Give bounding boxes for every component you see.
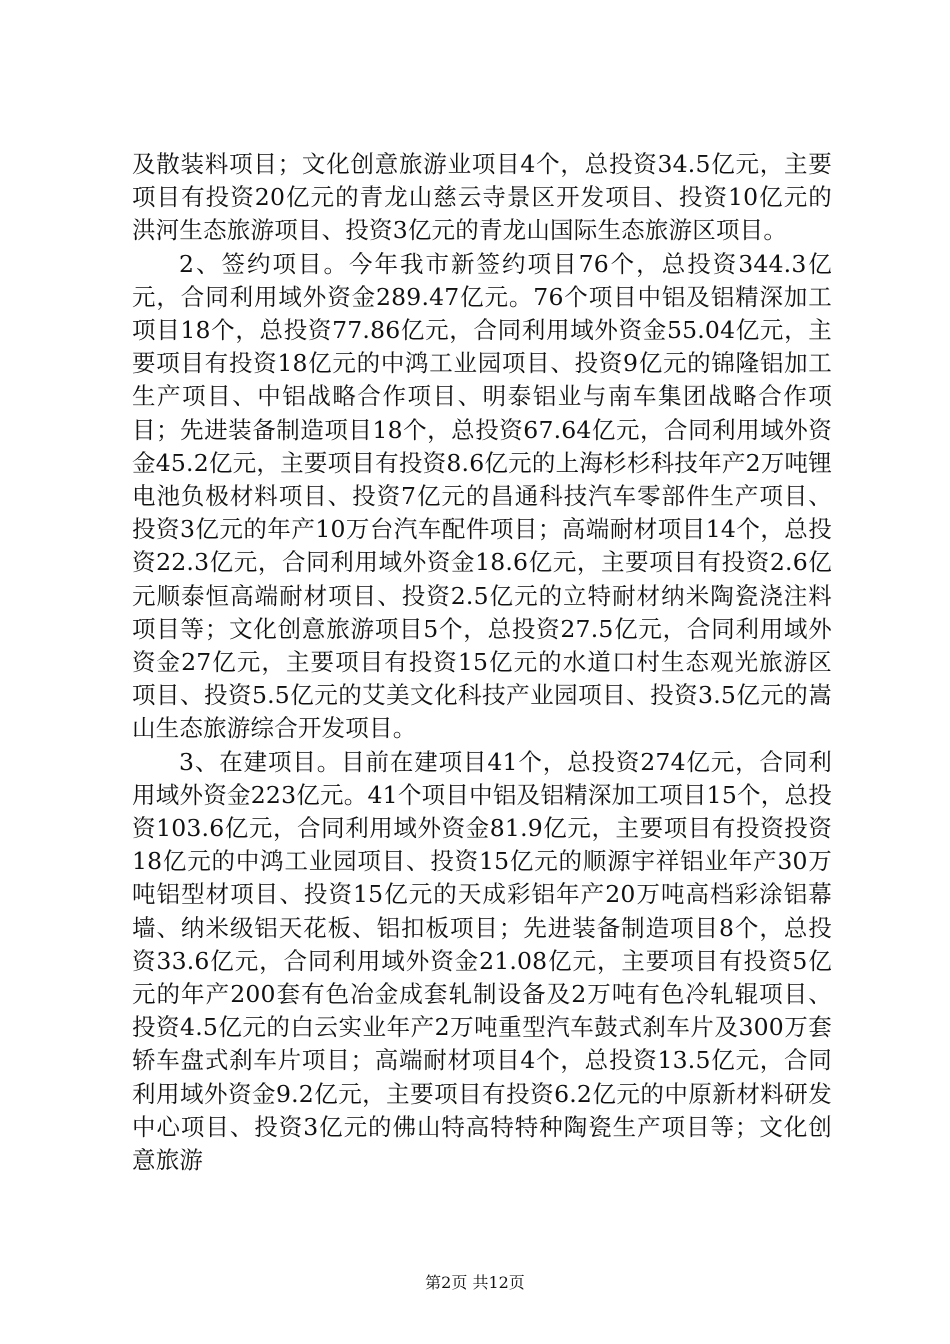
document-body — [132, 148, 832, 1177]
page-number-footer: 第2页 共12页 — [425, 1273, 525, 1292]
paragraph-signed-projects: 2、签约项目。今年我市新签约项目76个，总投资344.3亿元，合同利用域外资金289.47亿元。76个项目中铝及铝精深加工项目18个，总投资77.86亿元，合同利用域外资金55.04亿元，主要项目有投资18亿元的中鸿工业园项目、投资9亿元的锦隆铝加工生产项目、中铝战略合作项目、明泰铝业与南车集团战略合作项目；先进装备制造项目18个，总投资67.64亿元，合同利用域外资金45.2亿元，主要项目有投资8.6亿元的上海杉杉科技年产2万吨锂电池负极材料项目、投资7亿元的昌通科技汽车零部件生产项目、投资3亿元的年产10万台汽车配件项目；高端耐材项目14个，总投资22.3亿元，合同利用域外资金18.6亿元，主要项目有投资2.6亿元顺泰恒高端耐材项目、投资2.5亿元的立特耐材纳米陶瓷浇注料项目等；文化创意旅游项目5个，总投资27.5亿元，合同利用域外资金27亿元，主要项目有投资15亿元的水道口村生态观光旅游区项目、投资5.5亿元的艾美文化科技产业园项目、投资3.5亿元的嵩山生态旅游综合开发项目。 — [132, 249, 832, 743]
paragraph-projects-under-construction: 3、在建项目。目前在建项目41个，总投资274亿元，合同利用域外资金223亿元。41个项目中铝及铝精深加工项目15个，总投资103.6亿元，合同利用域外资金81.9亿元，主要项目有投资投资18亿元的中鸿工业园项目、投资15亿元的顺源宇祥铝业年产30万吨铝型材项目、投资15亿元的天成彩铝年产20万吨高档彩涂铝幕墙、纳米级铝天花板、铝扣板项目；先进装备制造项目8个，总投资33.6亿元，合同利用域外资金21.08亿元，主要项目有投资5亿元的年产200套有色冶金成套轧制设备及2万吨有色冷轧辊项目、投资4.5亿元的白云实业年产2万吨重型汽车鼓式刹车片及300万套轿车盘式刹车片项目；高端耐材项目4个，总投资13.5亿元，合同利用域外资金9.2亿元，主要项目有投资6.2亿元的中原新材料研发中心项目、投资3亿元的佛山特高特特种陶瓷生产项目等；文化创意旅游 — [132, 747, 832, 1175]
paragraph-continuation: 及散装料项目；文化创意旅游业项目4个，总投资34.5亿元，主要项目有投资20亿元的青龙山慈云寺景区开发项目、投资10亿元的洪河生态旅游项目、投资3亿元的青龙山国际生态旅游区项目。 — [132, 150, 832, 245]
